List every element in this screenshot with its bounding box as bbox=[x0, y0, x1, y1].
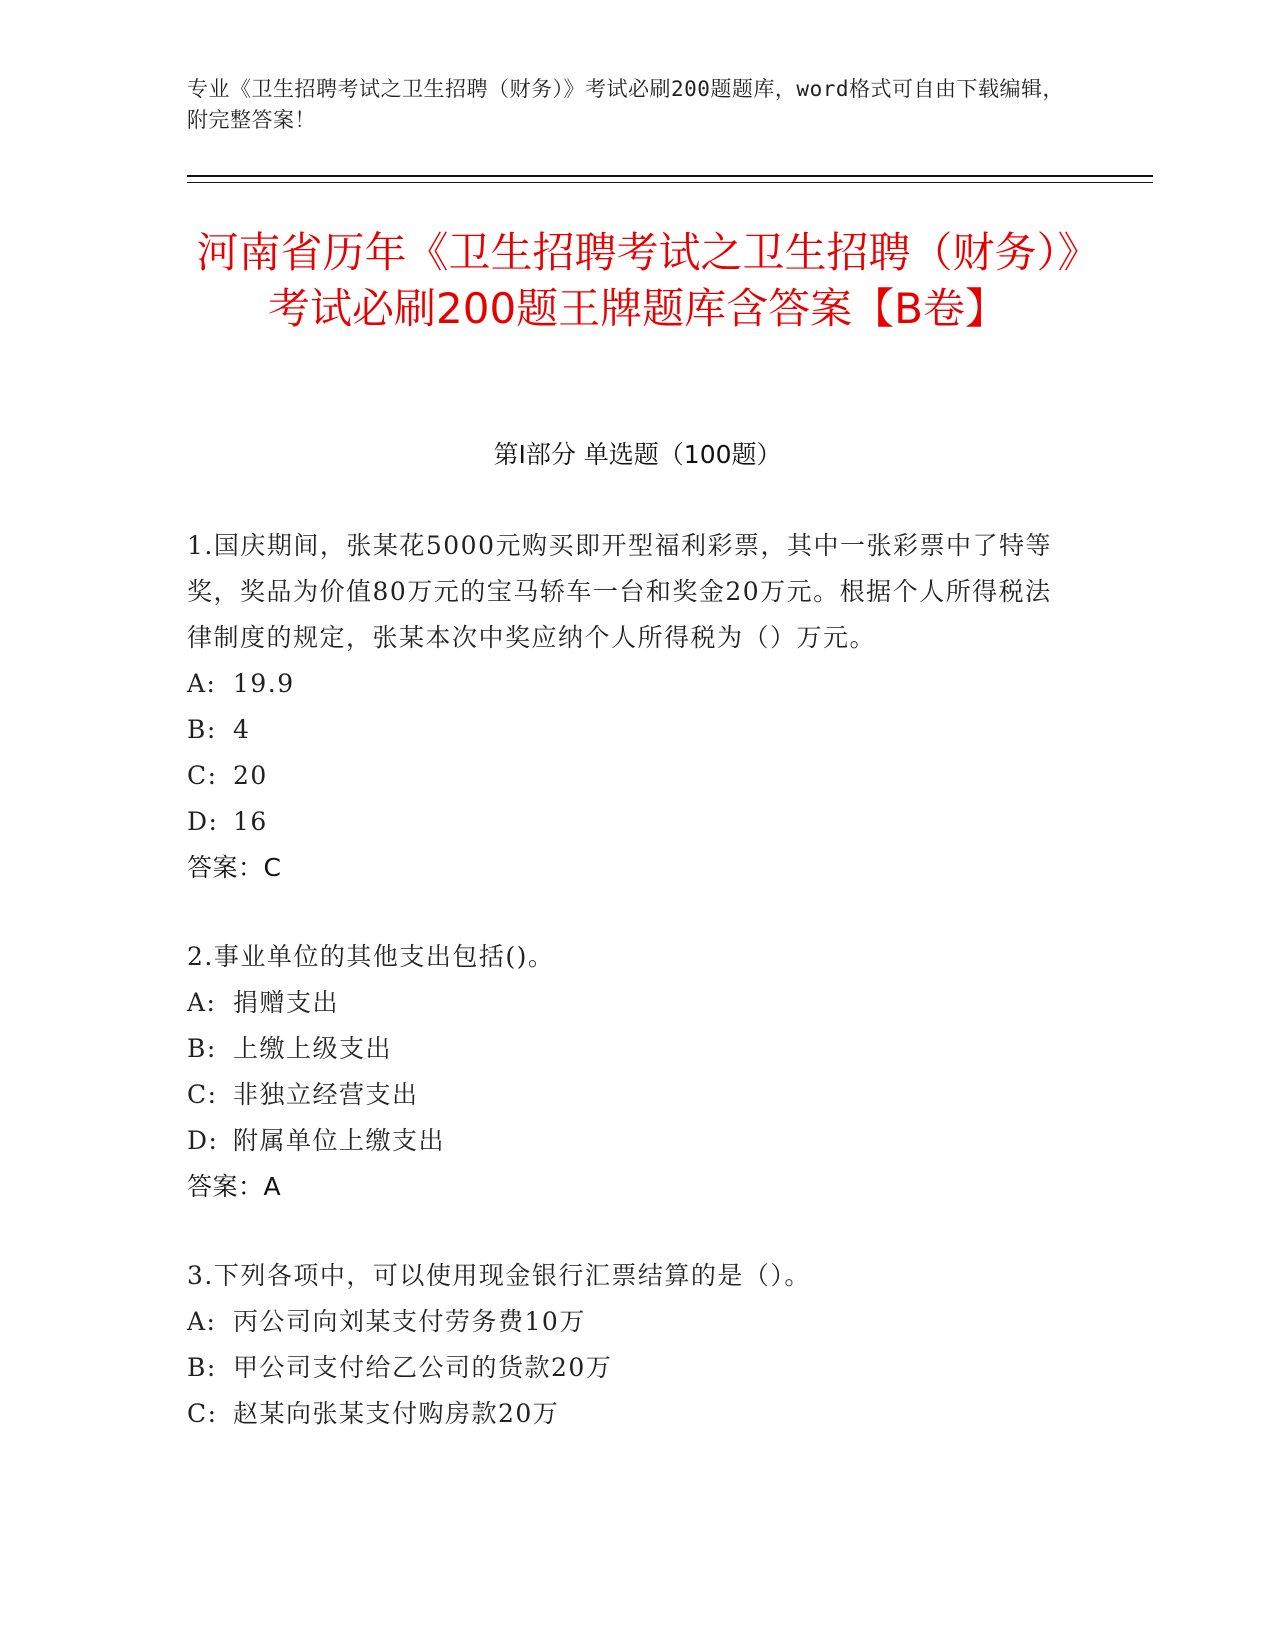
option-text: 赵某向张某支付购房款20万 bbox=[233, 1399, 560, 1428]
option-text: 19.9 bbox=[233, 669, 295, 698]
option-text: 丙公司向刘某支付劳务费10万 bbox=[233, 1307, 586, 1336]
question-option-c bbox=[187, 1391, 1067, 1437]
option-letter: B: bbox=[187, 715, 217, 744]
header-rule-thin bbox=[187, 182, 1153, 183]
question-option-b bbox=[187, 707, 1067, 753]
option-letter: C: bbox=[187, 1080, 218, 1109]
question-list bbox=[187, 523, 1067, 1480]
option-text: 甲公司支付给乙公司的货款20万 bbox=[233, 1353, 613, 1382]
question-stem: 1.国庆期间，张某花5000元购买即开型福利彩票，其中一张彩票中了特等奖，奖品为价值80万元的宝马轿车一台和奖金20万元。根据个人所得税法律制度的规定，张某本次中奖应纳个人所得税为（）万元。 bbox=[187, 531, 1052, 652]
question-option-b bbox=[187, 1026, 1067, 1072]
option-letter: A: bbox=[187, 1307, 217, 1336]
document-title: 河南省历年《卫生招聘考试之卫生招聘（财务）》考试必刷200题王牌题库含答案【B卷】 bbox=[196, 228, 1079, 333]
question-2 bbox=[187, 934, 1067, 1210]
option-text: 20 bbox=[233, 761, 268, 790]
option-letter: A: bbox=[187, 988, 217, 1017]
option-letter: B: bbox=[187, 1353, 217, 1382]
option-text: 附属单位上缴支出 bbox=[233, 1126, 446, 1155]
option-text: 上缴上级支出 bbox=[233, 1034, 393, 1063]
option-letter: C: bbox=[187, 761, 218, 790]
option-letter: D: bbox=[187, 807, 219, 836]
option-text: 4 bbox=[233, 715, 251, 744]
question-stem: 2.事业单位的其他支出包括()。 bbox=[187, 942, 555, 971]
question-option-a bbox=[187, 1299, 1067, 1345]
question-stem: 3.下列各项中，可以使用现金银行汇票结算的是（）。 bbox=[187, 1261, 811, 1290]
option-letter: B: bbox=[187, 1034, 217, 1063]
question-answer: 答案：C bbox=[187, 853, 282, 882]
option-letter: C: bbox=[187, 1399, 218, 1428]
option-text: 捐赠支出 bbox=[233, 988, 340, 1017]
question-1 bbox=[187, 523, 1067, 891]
option-text: 16 bbox=[233, 807, 268, 836]
header-rule-thick bbox=[187, 175, 1153, 177]
question-option-a bbox=[187, 980, 1067, 1026]
section-heading: 第I部分 单选题（100题） bbox=[493, 440, 782, 469]
question-answer: 答案：A bbox=[187, 1172, 282, 1201]
question-option-a bbox=[187, 661, 1067, 707]
question-3 bbox=[187, 1253, 1067, 1437]
option-letter: D: bbox=[187, 1126, 219, 1155]
option-letter: A: bbox=[187, 669, 217, 698]
question-option-d bbox=[187, 799, 1067, 845]
option-text: 非独立经营支出 bbox=[233, 1080, 419, 1109]
question-option-d bbox=[187, 1118, 1067, 1164]
question-option-c bbox=[187, 753, 1067, 799]
header-note: 专业《卫生招聘考试之卫生招聘（财务）》考试必刷200题题库，word格式可自由下载编辑，附完整答案！ bbox=[187, 77, 1064, 132]
question-option-b bbox=[187, 1345, 1067, 1391]
question-option-c bbox=[187, 1072, 1067, 1118]
